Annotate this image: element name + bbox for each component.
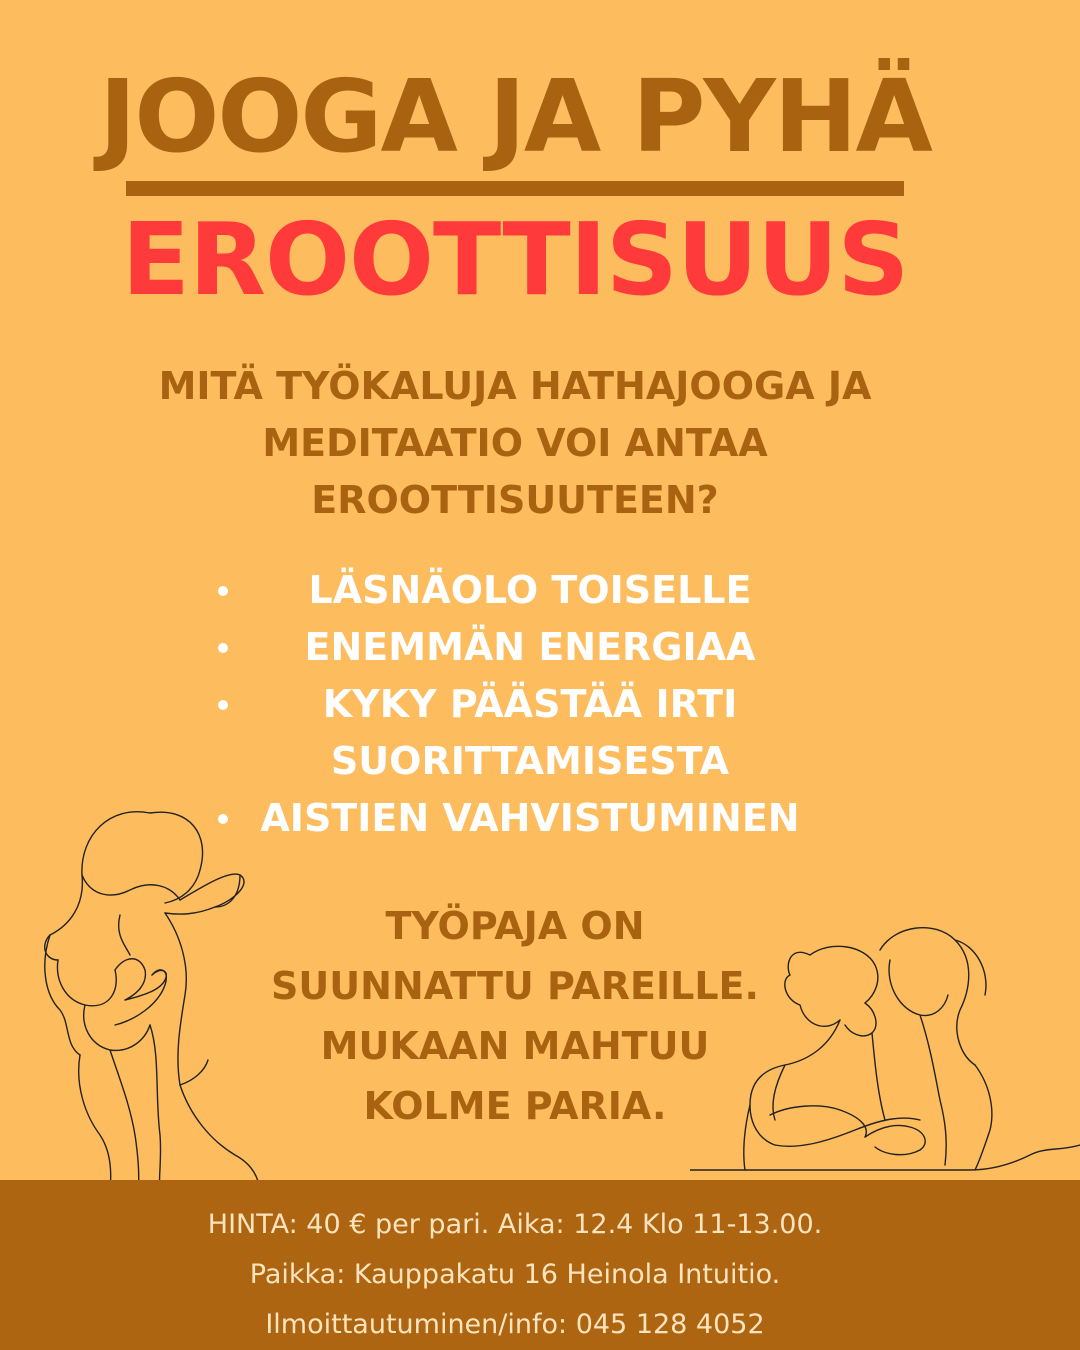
bullet-icon [218,643,228,653]
benefit-item [210,619,850,676]
workshop-line: SUUNNATTU PAREILLE. [271,964,759,1008]
question-line: MEDITAATIO VOI ANTAA [262,421,768,465]
benefits-list [210,562,850,847]
title-divider [126,181,904,196]
footer-info [0,1200,1030,1350]
workshop-line: MUKAAN MAHTUU [320,1024,710,1068]
workshop-line: KOLME PARIA. [363,1084,667,1128]
benefit-label: KYKY PÄÄSTÄÄ IRTI [322,682,738,726]
location-text: Paikka: Kauppakatu 16 Heinola Intuitio. [249,1259,781,1290]
workshop-line: TYÖPAJA ON [385,904,645,948]
price-time-text: HINTA: 40 € per pari. Aika: 12.4 Klo 11-13.00. [207,1209,823,1240]
bullet-icon [218,586,228,596]
question-line: EROOTTISUUTEEN? [311,478,719,522]
title-line-1: JOOGA JA PYHÄ [99,58,931,175]
benefit-label: AISTIEN VAHVISTUMINEN [260,796,800,840]
question-line: MITÄ TYÖKALUJA HATHAJOOGA JA [158,364,872,408]
benefit-label: SUORITTAMISESTA [330,739,730,783]
bullet-icon [218,700,228,710]
benefit-item [210,790,850,847]
benefit-item [210,562,850,619]
benefit-item-continued [210,733,850,790]
benefit-label: LÄSNÄOLO TOISELLE [308,568,752,612]
contact-text: Ilmoittautuminen/info: 045 128 4052 [265,1309,765,1340]
title-line-2: EROOTTISUUS [121,201,909,318]
benefit-item [210,676,850,733]
hugging-couple-illustration [30,795,280,1195]
question-text [120,358,910,529]
benefit-label: ENEMMÄN ENERGIAA [304,625,756,669]
embracing-couple-illustration [690,915,1080,1175]
